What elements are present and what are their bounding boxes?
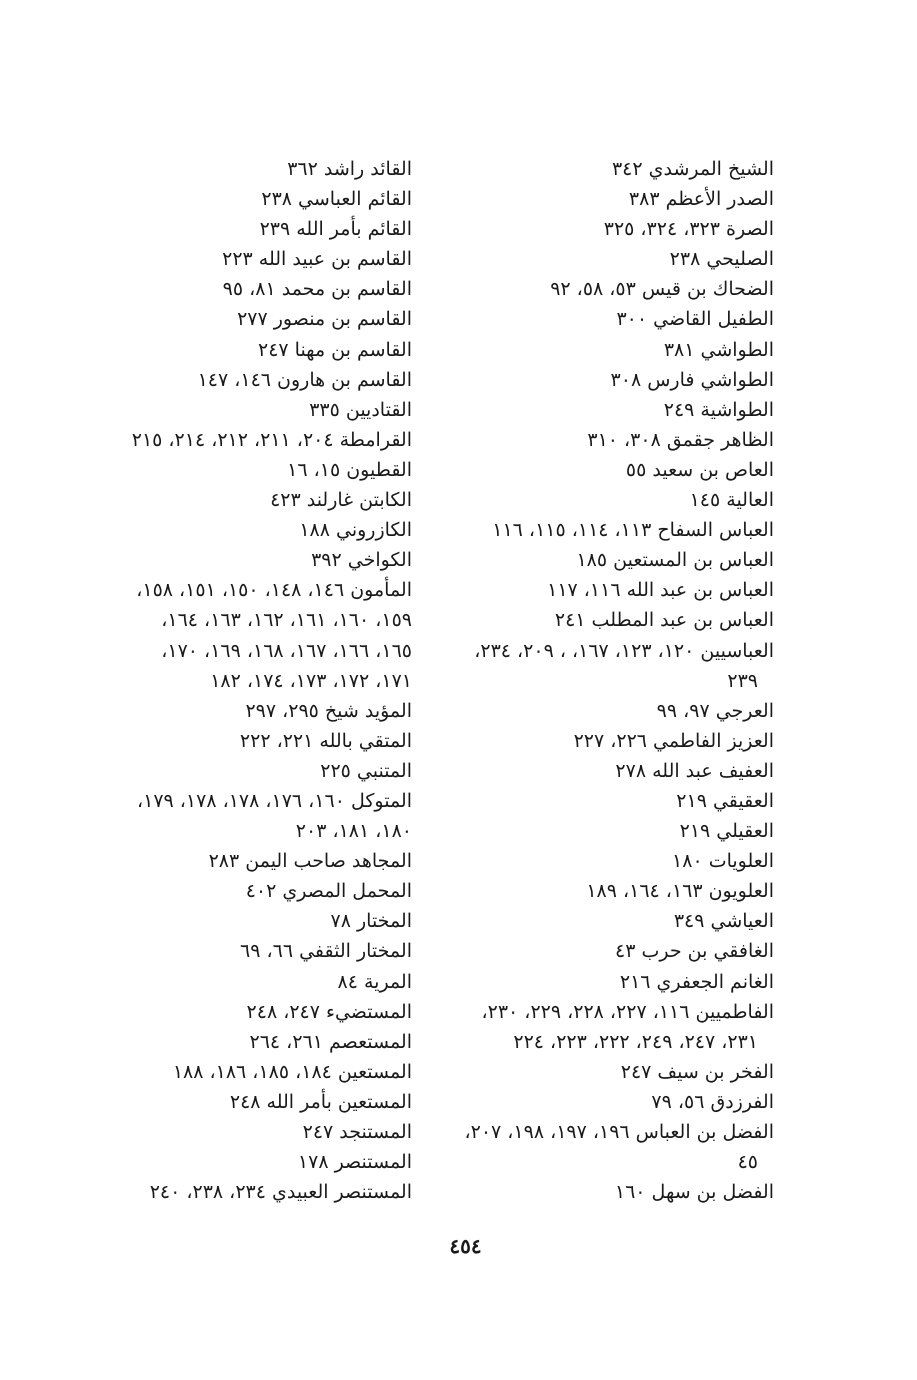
index-entry: القاسم بن محمد ٨١، ٩٥ — [222, 278, 412, 301]
index-entry: القائم العباسي ٢٣٨ — [261, 188, 412, 211]
index-entry: الصرة ٣٢٣، ٣٢٤، ٣٢٥ — [603, 218, 774, 241]
index-entry: القائم بأمر الله ٢٣٩ — [259, 218, 412, 241]
index-entry: المرية ٨٤ — [337, 970, 412, 993]
index-entry: الطواشي ٣٨١ — [663, 338, 774, 361]
index-entry-continuation: ٤٥ — [737, 1151, 758, 1174]
index-entry: المستنجد ٢٤٧ — [302, 1121, 412, 1143]
index-entry: المختار ٧٨ — [330, 910, 412, 933]
index-entry: القاسم بن عبيد الله ٢٢٣ — [222, 248, 412, 271]
index-entry: المتنبي ٢٢٥ — [320, 759, 412, 782]
index-entry: المستعصم ٢٦١، ٢٦٤ — [249, 1030, 412, 1053]
index-entry: الشيخ المرشدي ٣٤٢ — [611, 158, 774, 180]
index-entry: العلويات ١٨٠ — [672, 850, 774, 873]
index-entry: العياشي ٣٤٩ — [673, 910, 774, 933]
index-entry: العزيز الفاطمي ٢٢٦، ٢٢٧ — [573, 729, 774, 752]
index-entry: المجاهد صاحب اليمن ٢٨٣ — [208, 850, 412, 873]
index-entry: الفضل بن العباس ١٩٦، ١٩٧، ١٩٨، ٢٠٧، — [464, 1121, 774, 1143]
index-entry: المحمل المصري ٤٠٢ — [245, 880, 412, 903]
index-entry-continuation: ١٧١، ١٧٢، ١٧٣، ١٧٤، ١٨٢ — [210, 669, 412, 692]
index-entry: المستنصر العبيدي ٢٣٤، ٢٣٨، ٢٤٠ — [149, 1181, 412, 1204]
index-entry: الصليحي ٢٣٨ — [669, 248, 774, 271]
index-entry: الفرزدق ٥٦، ٧٩ — [651, 1090, 774, 1113]
index-entry: العباسيين ١٢٠، ١٢٣، ١٦٧، ، ٢٠٩، ٢٣٤، — [474, 639, 774, 662]
index-entry: المختار الثقفي ٦٦، ٦٩ — [240, 940, 412, 963]
index-entry: الكواخي ٣٩٢ — [311, 549, 412, 572]
index-entry-continuation: ١٥٩، ١٦٠، ١٦١، ١٦٢، ١٦٣، ١٦٤، — [161, 609, 412, 632]
index-entry: القاسم بن هارون ١٤٦، ١٤٧ — [197, 368, 412, 391]
index-entry: الغانم الجعفري ٢١٦ — [619, 970, 774, 993]
index-entry: الطواشي فارس ٣٠٨ — [610, 368, 774, 391]
index-entry: الفخر بن سيف ٢٤٧ — [620, 1060, 774, 1083]
index-entry: العلويون ١٦٣، ١٦٤، ١٨٩ — [586, 880, 774, 903]
index-entry: القائد راشد ٣٦٢ — [287, 158, 412, 180]
index-entry: المتوكل ١٦٠، ١٧٦، ١٧٨، ١٧٨، ١٧٩، — [136, 789, 412, 812]
index-entry: العباس بن عبد المطلب ٢٤١ — [554, 609, 774, 632]
index-entry: الغافقي بن حرب ٤٣ — [615, 940, 774, 963]
index-entry: القتاديين ٣٣٥ — [309, 398, 412, 421]
index-entry: الطواشية ٢٤٩ — [663, 398, 774, 421]
index-entry: الضحاك بن قيس ٥٣، ٥٨، ٩٢ — [550, 278, 774, 301]
index-entry: القاسم بن منصور ٢٧٧ — [237, 308, 412, 331]
index-entry: الظاهر جقمق ٣٠٨، ٣١٠ — [587, 428, 774, 451]
index-entry-continuation: ١٨٠، ١٨١، ٢٠٣ — [295, 820, 412, 843]
index-entry: المستنصر ١٧٨ — [297, 1151, 412, 1174]
index-entry: العفيف عبد الله ٢٧٨ — [615, 759, 774, 782]
index-entry: الفاطميين ١١٦، ٢٢٧، ٢٢٨، ٢٢٩، ٢٣٠، — [481, 1000, 774, 1023]
index-entry: المستعين ١٨٤، ١٨٥، ١٨٦، ١٨٨ — [172, 1060, 412, 1083]
index-entry: الفضل بن سهل ١٦٠ — [614, 1181, 774, 1204]
index-column-right — [434, 154, 774, 1207]
index-entry: العباس السفاح ١١٣، ١١٤، ١١٥، ١١٦ — [492, 519, 774, 542]
index-column-left — [12, 154, 412, 1207]
index-entry: العالية ١٤٥ — [689, 489, 774, 512]
index-entry: المأمون ١٤٦، ١٤٨، ١٥٠، ١٥١، ١٥٨، — [136, 579, 412, 602]
index-entry: القطيون ١٥، ١٦ — [287, 458, 412, 481]
index-entry: العباس بن المستعين ١٨٥ — [576, 549, 774, 572]
index-entry: الطفيل القاضي ٣٠٠ — [616, 308, 774, 331]
index-entry-continuation: ٢٣٩ — [727, 669, 758, 692]
index-entry: العرجي ٩٧، ٩٩ — [656, 699, 774, 722]
index-entry: القرامطة ٢٠٤، ٢١١، ٢١٢، ٢١٤، ٢١٥ — [131, 428, 412, 451]
index-entry: المتقي بالله ٢٢١، ٢٢٢ — [239, 729, 412, 752]
index-entry: القاسم بن مهنا ٢٤٧ — [258, 338, 412, 361]
index-entry-continuation: ٢٣١، ٢٤٧، ٢٤٩، ٢٢٢، ٢٢٣، ٢٢٤ — [513, 1030, 758, 1053]
index-entry: المستضيء ٢٤٧، ٢٤٨ — [246, 1000, 412, 1023]
index-entry: المؤيد شيخ ٢٩٥، ٢٩٧ — [245, 699, 412, 722]
index-entry: العقيلي ٢١٩ — [679, 820, 774, 843]
index-entry: الكازروني ١٨٨ — [299, 519, 412, 542]
index-entry: المستعين بأمر الله ٢٤٨ — [229, 1090, 412, 1113]
index-entry-continuation: ١٦٥، ١٦٦، ١٦٧، ١٦٨، ١٦٩، ١٧٠، — [161, 639, 412, 662]
index-entry: العاص بن سعيد ٥٥ — [625, 458, 774, 481]
index-entry: العباس بن عبد الله ١١٦، ١١٧ — [547, 579, 774, 602]
page-number: ٤٥٤ — [449, 1234, 482, 1258]
index-entry: الصدر الأعظم ٣٨٣ — [628, 188, 774, 211]
index-entry: الكابتن غارلند ٤٢٣ — [270, 489, 412, 512]
index-entry: العقيقي ٢١٩ — [676, 789, 774, 812]
